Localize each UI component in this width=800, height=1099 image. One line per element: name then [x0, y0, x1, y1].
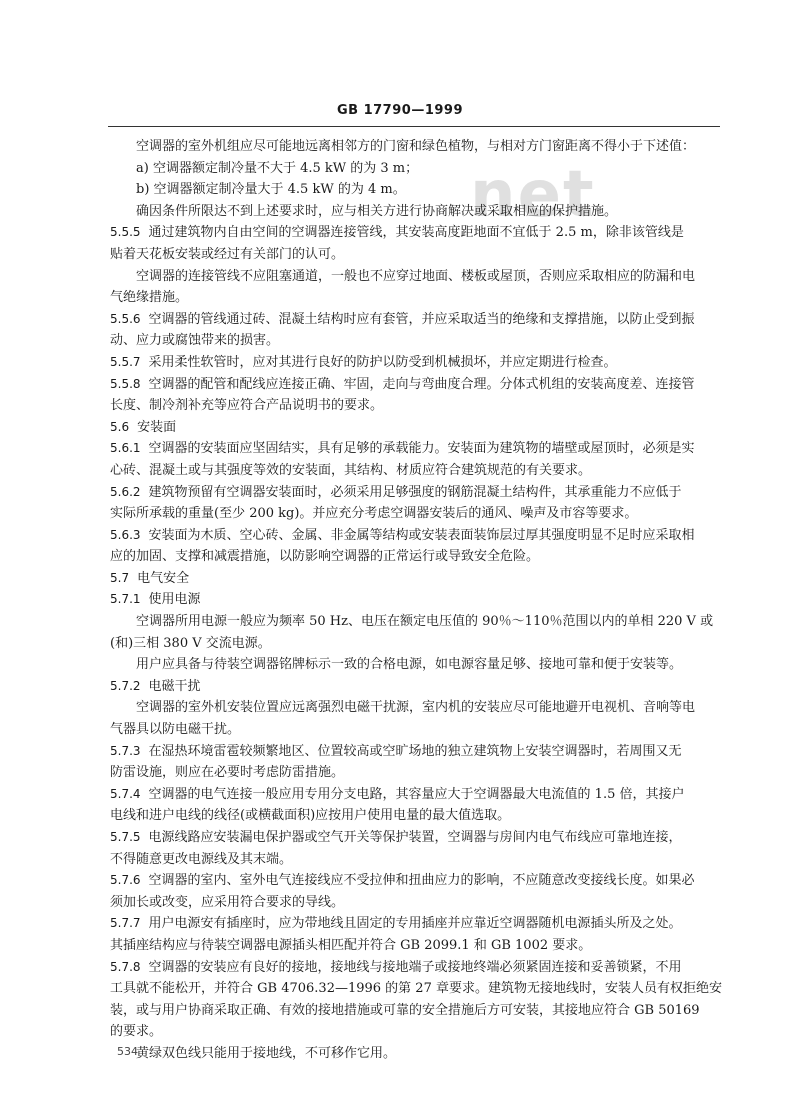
clause-text: 电源线路应安装漏电保护器或空气开关等保护装置，空调器与房间内电气布线应可靠地连接，: [148, 830, 682, 845]
watermark: net: [470, 158, 596, 232]
clause-number: 5.6: [110, 419, 130, 434]
clause-number: 5.5.6: [110, 311, 141, 326]
text-line: [110, 741, 722, 763]
clause-number: 5.7.6: [110, 873, 141, 888]
text-line: [110, 870, 722, 892]
text-line: [110, 913, 722, 935]
clause-text: 空调器的室外机安装位置应远离强烈电磁干扰源，室内机的安装应尽可能地避开电视机、音响等电: [136, 700, 696, 716]
text-line: [110, 244, 722, 266]
clause-text: (和)三相 380 V 交流电源。: [110, 635, 271, 651]
clause-text: 用户应具备与待装空调器铭牌标示一致的合格电源，如电源容量足够、接地可靠和便于安装等。: [136, 657, 683, 673]
text-line: [110, 395, 722, 417]
clause-text: 在湿热环境雷雹较频繁地区、位置较高或空旷场地的独立建筑物上安装空调器时，若周围又无: [148, 743, 682, 759]
clause-text: 用户电源安有插座时，应为带地线且固定的专用插座并应靠近空调器随机电源插头所及之处。: [148, 916, 682, 932]
text-line: [110, 633, 722, 655]
clause-text: 须加长或改变，应采用符合要求的导线。: [110, 894, 345, 910]
text-line: [110, 417, 722, 439]
clause-number: 5.5.8: [110, 376, 141, 391]
text-line: [110, 1000, 722, 1022]
page-number: 534: [117, 1045, 138, 1058]
text-line: [110, 460, 722, 482]
clause-text: a) 空调器额定制冷量不大于 4.5 kW 的为 3 m；: [136, 160, 419, 176]
clause-text: 不得随意更改电源线及其末端。: [110, 851, 293, 867]
clause-number: 5.6.2: [110, 484, 141, 499]
text-line: [110, 827, 722, 849]
text-line: [110, 266, 722, 288]
clause-text: 电气安全: [137, 570, 190, 586]
text-line: [110, 158, 722, 180]
text-line: [110, 654, 722, 676]
text-line: [110, 935, 722, 957]
page-header: GB 17790—1999: [336, 103, 463, 118]
clause-text: 实际所承载的重量(至少 200 kg)。并应充分考虑空调器安装后的通风、噪声及市容等要求。: [110, 506, 638, 522]
text-line: [110, 546, 722, 568]
clause-text: 安装面为木质、空心砖、金属、非金属等结构或安装表面装饰层过厚其强度明显不足时应采取相: [148, 527, 695, 543]
text-line: [110, 805, 722, 827]
clause-number: 5.5.7: [110, 354, 141, 369]
clause-text: 应的加固、支撑和减震措施，以防影响空调器的正常运行或导致安全危险。: [110, 549, 540, 565]
text-line: [110, 697, 722, 719]
document-body: [110, 136, 722, 1065]
clause-text: 使用电源: [148, 592, 201, 608]
clause-number: 5.7.5: [110, 830, 141, 844]
text-line: [110, 352, 722, 374]
header-rule: [108, 126, 720, 127]
text-line: [110, 201, 722, 223]
text-line: [110, 482, 722, 504]
text-line: [110, 784, 722, 806]
clause-text: 空调器的安装应有良好的接地，接地线与接地端子或接地终端必须紧固连接和妥善锁紧，不用: [148, 959, 682, 975]
clause-text: 的要求。: [110, 1024, 163, 1040]
clause-text: 心砖、混凝土或与其强度等效的安装面，其结构、材质应符合建筑规范的有关要求。: [110, 462, 592, 478]
text-line: [110, 374, 722, 396]
text-line: [110, 1043, 722, 1065]
text-line: [110, 978, 722, 1000]
text-line: [110, 957, 722, 979]
clause-number: 5.7.7: [110, 916, 141, 931]
text-line: [110, 1021, 722, 1043]
clause-number: 5.7: [110, 570, 130, 585]
text-line: [110, 309, 722, 331]
text-line: [110, 611, 722, 633]
text-line: [110, 568, 722, 590]
text-line: [110, 287, 722, 309]
clause-text: 贴着天花板安装或经过有关部门的认可。: [110, 246, 345, 262]
clause-text: 气绝缘措施。: [110, 290, 189, 306]
clause-number: 5.6.1: [110, 441, 141, 456]
clause-text: 防雷设施，则应在必要时考虑防雷措施。: [110, 765, 345, 781]
clause-text: 空调器的室外机组应尽可能地远离相邻方的门窗和绿色植物，与相对方门窗距离不得小于下述值：: [136, 139, 696, 154]
clause-text: 空调器的配管和配线应连接正确、牢固，走向与弯曲度合理。分体式机组的安装高度差、连接管: [148, 376, 695, 392]
clause-text: 电磁干扰: [148, 678, 201, 694]
text-line: [110, 892, 722, 914]
clause-text: 装，或与用户协商采取正确、有效的接地措施或可靠的安全措施后方可安装，其接地应符合 GB 50169: [110, 1002, 700, 1018]
clause-text: 空调器的电气连接一般应用专用分支电路，其容量应大于空调器最大电流值的 1.5 倍，其接户: [148, 786, 685, 802]
clause-text: 其插座结构应与待装空调器电源插头相匹配并符合 GB 2099.1 和 GB 1002 要求。: [110, 937, 592, 953]
clause-number: 5.7.4: [110, 786, 141, 801]
clause-number: 5.5.5: [110, 225, 141, 240]
text-line: [110, 676, 722, 698]
clause-text: 空调器所用电源一般应为频率 50 Hz、电压在额定电压值的 90％～110％范围以内的单相 220 V 或: [136, 614, 714, 630]
clause-number: 5.7.1: [110, 592, 141, 607]
text-line: [110, 222, 722, 244]
clause-text: 黄绿双色线只能用于接地线，不可移作它用。: [136, 1045, 397, 1061]
clause-text: 动、应力或腐蚀带来的损害。: [110, 333, 280, 349]
text-line: [110, 330, 722, 352]
clause-number: 5.7.2: [110, 678, 141, 693]
clause-text: 空调器的安装面应坚固结实，具有足够的承载能力。安装面为建筑物的墙壁或屋顶时，必须是实: [148, 441, 695, 457]
clause-text: 确因条件所限达不到上述要求时，应与相关方进行协商解决或采取相应的保护措施。: [136, 203, 618, 219]
clause-number: 5.7.3: [110, 743, 141, 758]
clause-text: b) 空调器额定制冷量大于 4.5 kW 的为 4 m。: [136, 182, 406, 198]
clause-text: 工具就不能松开，并符合 GB 4706.32—1996 的第 27 章要求。建筑物无接地线时，安装人员有权拒绝安: [110, 981, 722, 997]
clause-text: 通过建筑物内自由空间的空调器连接管线，其安装高度距地面不宜低于 2.5 m，除非该管线是: [148, 225, 684, 241]
text-line: [110, 719, 722, 741]
clause-text: 采用柔性软管时，应对其进行良好的防护以防受到机械损坏，并应定期进行检查。: [148, 354, 617, 370]
clause-number: 5.7.8: [110, 959, 141, 974]
clause-text: 气器具以防电磁干扰。: [110, 722, 241, 738]
text-line: [110, 525, 722, 547]
clause-text: 长度、制冷剂补充等应符合产品说明书的要求。: [110, 398, 384, 414]
clause-number: 5.6.3: [110, 527, 141, 542]
clause-text: 空调器的管线通过砖、混凝土结构时应有套管，并应采取适当的绝缘和支撑措施，以防止受到振: [148, 311, 695, 327]
text-line: [110, 849, 722, 871]
text-line: [110, 503, 722, 525]
text-line: [110, 589, 722, 611]
text-line: [110, 762, 722, 784]
text-line: [110, 136, 722, 158]
clause-text: 电线和进户电线的线径(或横截面积)应按用户使用电量的最大值选取。: [110, 808, 511, 824]
clause-text: 空调器的室内、室外电气连接线应不受拉伸和扭曲应力的影响，不应随意改变接线长度。如果必: [148, 873, 695, 889]
text-line: [110, 438, 722, 460]
clause-text: 空调器的连接管线不应阻塞通道，一般也不应穿过地面、楼板或屋顶，否则应采取相应的防漏和电: [136, 268, 696, 284]
clause-text: 建筑物预留有空调器安装面时，必须采用足够强度的钢筋混凝土结构件，其承重能力不应低于: [148, 484, 682, 500]
text-line: [110, 179, 722, 201]
clause-text: 安装面: [137, 419, 177, 435]
